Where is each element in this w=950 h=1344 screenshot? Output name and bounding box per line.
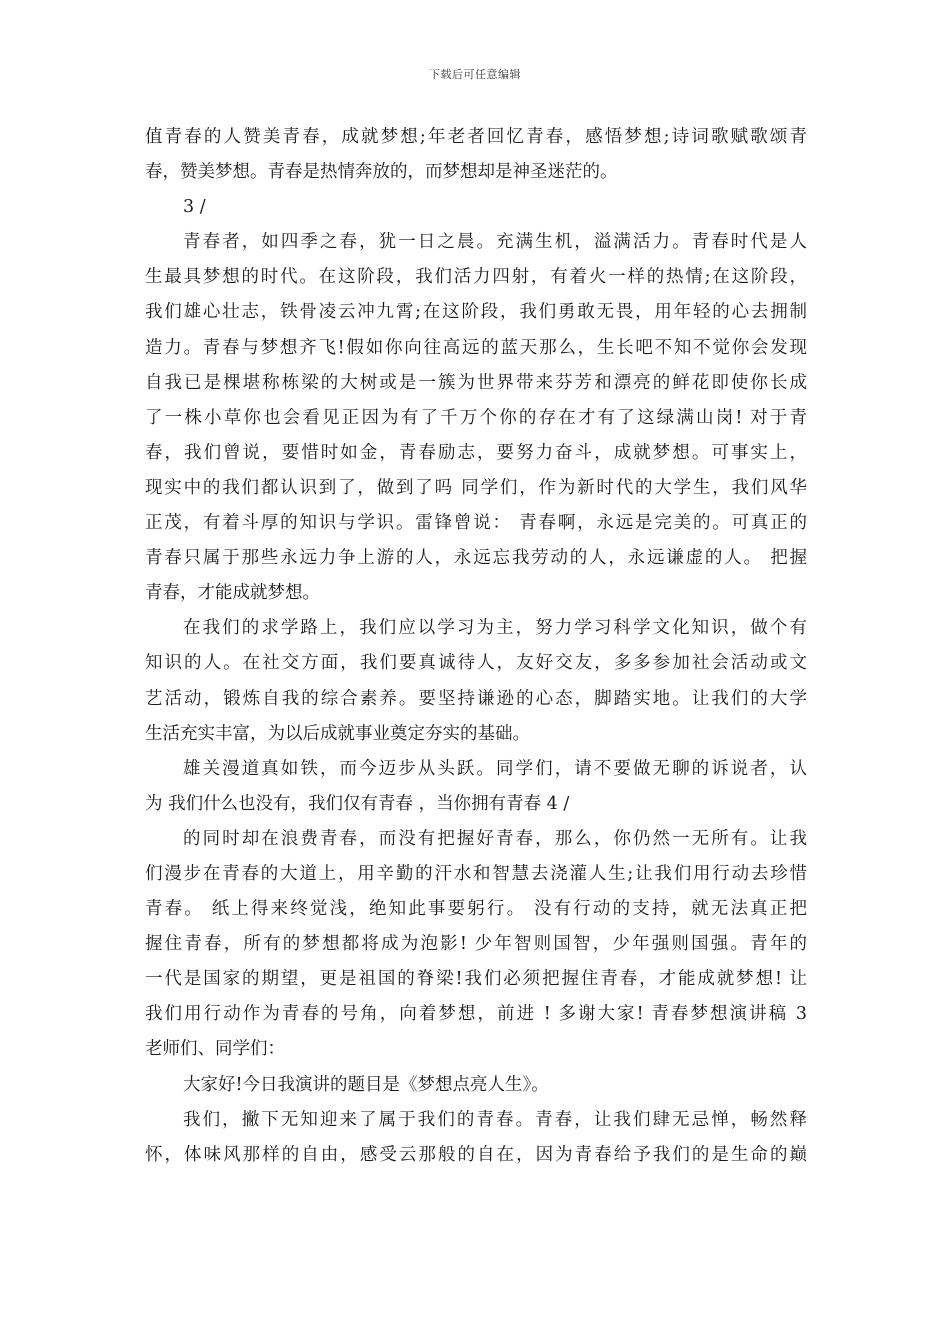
text-line: 一代是国家的期望，更是祖国的脊梁!我们必须把握住青春，才能成就梦想! 让	[145, 969, 807, 990]
text-line: 青春者，如四季之春，犹一日之晨。充满生机，溢满活力。青春时代是人	[183, 232, 807, 253]
text-line: 知识的人。在社交方面，我们要真诚待人，友好交友，多多参加社会活动或文	[145, 653, 807, 674]
text-line: 现实中的我们都认识到了，做到了吗 同学们，作为新时代的大学生，我们风华	[145, 477, 807, 498]
text-line: 春，赞美梦想。青春是热情奔放的，而梦想却是神圣迷茫的。	[145, 162, 618, 183]
text-line: 生最具梦想的时代。在这阶段，我们活力四射，有着火一样的热情;在这阶段，	[145, 267, 807, 288]
text-line: 造力。青春与梦想齐飞!假如你向往高远的蓝天那么，生长吧不知不觉你会发现	[145, 337, 807, 358]
text-line: 青春只属于那些永远力争上游的人，永远忘我劳动的人，永远谦虚的人。 把握	[145, 548, 807, 569]
text-line: 们漫步在青春的大道上，用辛勤的汗水和智慧去浇灌人生;让我们用行动去珍惜	[145, 863, 807, 884]
text-line: 老师们、同学们：	[145, 1039, 285, 1060]
text-line: 3 /	[183, 197, 206, 218]
text-line: 生活充实丰富，为以后成就事业奠定夯实的基础。	[145, 723, 530, 744]
text-line: 在我们的求学路上，我们应以学习为主，努力学习科学文化知识，做个有	[183, 618, 807, 639]
text-line: 自我已是棵堪称栋梁的大树或是一簇为世界带来芬芳和漂亮的鲜花即使你长成	[145, 372, 807, 393]
text-line: 我们，撇下无知迎来了属于我们的青春。青春，让我们肆无忌惮，畅然释	[183, 1109, 807, 1130]
text-line: 青春，才能成就梦想。	[145, 583, 320, 604]
text-line: 春，我们曾说，要惜时如金，青春励志，要努力奋斗，成就梦想。可事实上，	[145, 442, 807, 463]
text-line: 青春。 纸上得来终觉浅，绝知此事要躬行。 没有行动的支持，就无法真正把	[145, 899, 807, 920]
page-header: 下载后可任意编辑	[429, 68, 521, 81]
text-line: 怀，体味风那样的自由，感受云那般的自在，因为青春给予我们的是生命的巅	[145, 1144, 807, 1165]
text-line: 雄关漫道真如铁，而今迈步从头跃。同学们，请不要做无聊的诉说者，认	[183, 758, 807, 779]
text-line: 大家好!今日我演讲的题目是《梦想点亮人生》。	[183, 1074, 549, 1095]
text-line: 艺活动，锻炼自我的综合素养。要坚持谦逊的心态，脚踏实地。让我们的大学	[145, 688, 807, 709]
text-line: 的同时却在浪费青春，而没有把握好青春，那么，你仍然一无所有。让我	[183, 828, 807, 849]
text-line: 正茂，有着斗厚的知识与学识。雷锋曾说： 青春啊，永远是完美的。可真正的	[145, 513, 807, 534]
document-body	[145, 120, 807, 1173]
text-line: 为 我们什么也没有，我们仅有青春 ，当你拥有青春 4 /	[145, 793, 570, 814]
text-line: 值青春的人赞美青春，成就梦想;年老者回忆青春，感悟梦想;诗词歌赋歌颂青	[145, 127, 807, 147]
text-line: 我们用行动作为青春的号角，向着梦想，前进 ! 多谢大家! 青春梦想演讲稿 3	[145, 1004, 807, 1025]
text-line: 我们雄心壮志，铁骨凌云冲九霄;在这阶段，我们勇敢无畏，用年轻的心去拥制	[145, 302, 807, 323]
text-line: 握住青春，所有的梦想都将成为泡影! 少年智则国智，少年强则国强。青年的	[145, 934, 807, 955]
text-line: 了一株小草你也会看见正因为有了千万个你的存在才有了这绿满山岗! 对于青	[145, 407, 807, 428]
